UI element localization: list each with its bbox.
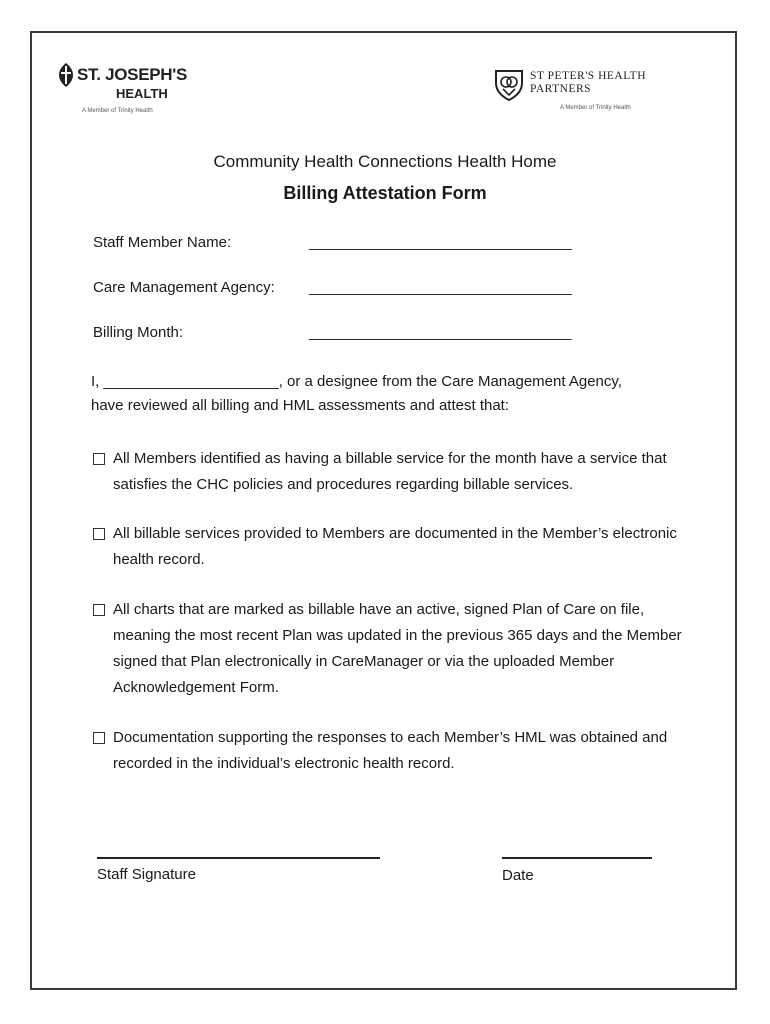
checkbox[interactable] [93, 528, 105, 540]
checklist-item [93, 725, 703, 777]
care-management-agency-field[interactable]: _________________________________ [309, 279, 572, 296]
checkbox[interactable] [93, 604, 105, 616]
checklist-text: All billable services provided to Members are documented in the Member’s electronic health record. [113, 525, 677, 568]
checklist-item [93, 597, 703, 701]
attestation-statement [91, 370, 691, 418]
form-title: Billing Attestation Form [283, 183, 487, 203]
form-subtitle: Community Health Connections Health Home [213, 152, 557, 171]
billing-month-field[interactable]: _________________________________ [309, 324, 572, 341]
care-management-agency-label: Care Management Agency: [93, 279, 275, 296]
logo-name-line1: ST PETER'S HEALTH [530, 70, 647, 82]
date-label: Date [502, 867, 534, 884]
checklist-item [93, 446, 703, 498]
billing-month-label: Billing Month: [93, 324, 184, 341]
st-josephs-logo [58, 63, 218, 114]
checkbox[interactable] [93, 453, 105, 465]
staff-signature-line[interactable] [97, 857, 380, 859]
checklist-text: All Members identified as having a billable service for the month have a service that satisfies the CHC policies and procedures regarding billable services. [113, 450, 667, 493]
logo-name-line2: PARTNERS [530, 83, 592, 95]
logo-name-line: ST. JOSEPH'S [77, 65, 188, 84]
staff-member-name-field[interactable]: _________________________________ [309, 234, 572, 251]
staff-signature-label: Staff Signature [97, 866, 196, 883]
logo-tagline: A Member of Trinity Health [82, 108, 153, 114]
statement-line-1: I, _____________________, or a designee from the Care Management Agency, [91, 373, 622, 390]
shield-icon [494, 69, 524, 101]
checklist-item [93, 521, 703, 573]
checklist-text: Documentation supporting the responses to each Member’s HML was obtained and recorded in the individual’s electronic health record. [113, 729, 668, 772]
logo-tagline: A Member of Trinity Health [560, 105, 631, 111]
staff-member-name-label: Staff Member Name: [93, 234, 232, 251]
date-line[interactable] [502, 857, 652, 859]
logo-health-line: HEALTH [116, 86, 168, 101]
statement-line-2: have reviewed all billing and HML assessments and attest that: [91, 397, 510, 414]
st-peters-logo [494, 69, 674, 111]
checkbox[interactable] [93, 732, 105, 744]
cross-icon [58, 63, 74, 87]
checklist-text: All charts that are marked as billable have an active, signed Plan of Care on file, meaning the most recent Plan was updated in the previous 365 days and the Member signed that Plan electronically in CareManager or via the uploaded Member Acknowledgement Form. [113, 601, 682, 696]
form-page-border [30, 31, 737, 990]
